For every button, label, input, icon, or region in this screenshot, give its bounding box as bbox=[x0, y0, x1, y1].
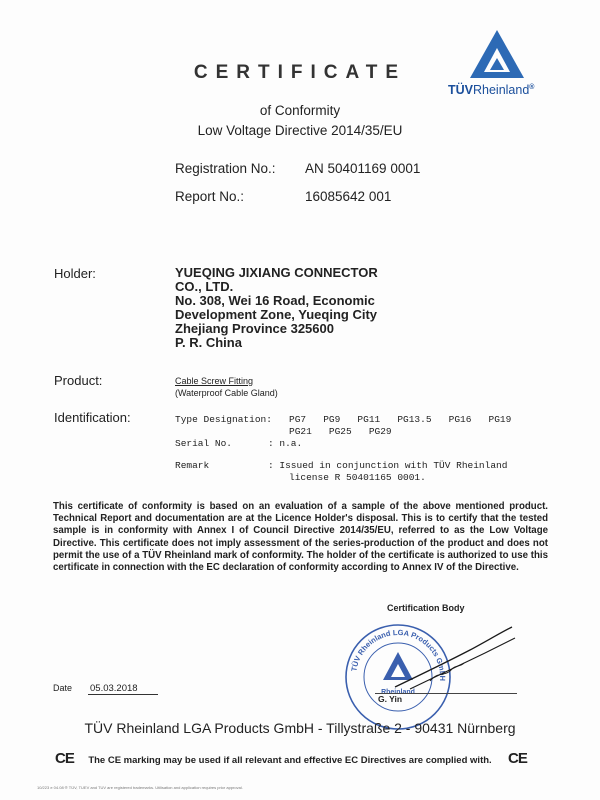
signer-name: G. Yin bbox=[378, 694, 403, 704]
type-designation-line2: PG21 PG25 PG29 bbox=[289, 426, 392, 437]
directive-title: Low Voltage Directive 2014/35/EU bbox=[197, 123, 403, 138]
stamp-text: TÜV Rheinland LGA Products GmbH bbox=[349, 627, 448, 682]
date-label: Date bbox=[53, 683, 73, 693]
serial-value: : n.a. bbox=[268, 438, 303, 449]
ce-mark-icon: CE bbox=[508, 750, 527, 767]
holder-line: CO., LTD. bbox=[175, 279, 234, 294]
fine-print: 10/223 e 04.08 ® TÜV, TUEV and TUV are registered trademarks. Utilisation and application requires prior approval. bbox=[37, 785, 243, 790]
holder-label: Holder: bbox=[54, 266, 96, 281]
product-value bbox=[175, 375, 278, 399]
remark-label: Remark bbox=[175, 460, 210, 471]
identification-label: Identification: bbox=[54, 410, 131, 425]
type-designation-line1: PG7 PG9 PG11 PG13.5 PG16 PG19 bbox=[289, 414, 512, 425]
certification-body-label: Certification Body bbox=[387, 603, 465, 613]
remark-line1: : Issued in conjunction with TÜV Rheinland bbox=[268, 460, 508, 471]
stamp-logo-text: Rheinland bbox=[381, 689, 415, 696]
certificate-title: CERTIFICATE bbox=[193, 62, 407, 83]
holder-line: No. 308, Wei 16 Road, Economic bbox=[175, 293, 375, 308]
ce-mark-icon: CE bbox=[55, 750, 74, 767]
holder-line: P. R. China bbox=[175, 335, 242, 350]
handwritten-signature bbox=[390, 625, 520, 695]
report-label: Report No.: bbox=[175, 189, 245, 204]
product-label: Product: bbox=[54, 373, 103, 388]
serial-label: Serial No. bbox=[175, 438, 233, 449]
product-detail: (Waterproof Cable Gland) bbox=[175, 388, 278, 398]
holder-line: YUEQING JIXIANG CONNECTOR bbox=[175, 265, 378, 280]
tuv-logo-text: TÜVRheinland® bbox=[448, 83, 535, 97]
remark-line2: license R 50401165 0001. bbox=[289, 472, 426, 483]
registration-label: Registration No.: bbox=[175, 161, 276, 176]
date-value: 05.03.2018 bbox=[88, 683, 158, 695]
holder-line: Zhejiang Province 325600 bbox=[175, 321, 334, 336]
certificate-subtitle: of Conformity bbox=[259, 103, 341, 118]
footer-address: TÜV Rheinland LGA Products GmbH - Tillystraße 2 - 90431 Nürnberg bbox=[84, 720, 516, 736]
registration-value: AN 50401169 0001 bbox=[305, 161, 421, 176]
holder-line: Development Zone, Yueqing City bbox=[175, 307, 378, 322]
type-designation-label: Type Designation: bbox=[175, 414, 272, 425]
ce-note: The CE marking may be used if all relevant and effective EC Directives are complied with. bbox=[88, 755, 492, 766]
product-name: Cable Screw Fitting bbox=[175, 376, 254, 386]
holder-address bbox=[175, 266, 555, 350]
report-value: 16085642 001 bbox=[305, 189, 392, 204]
conformity-statement: This certificate of conformity is based on an evaluation of a sample of the above mentioned product. Technical Report and documentation are at the Licence Holder's disposal. This is to certify that the tested sample is in conformity with Annex I of Council Directive 2014/35/EU, referred to as the Low Voltage Directive. This certificate does not imply assessment of the series-production of the product and does not permit the use of a TÜV Rheinland mark of conformity. The holder of the certificate is authorized to use this certificate in connection with the EC declaration of conformity according to Annex IV of the Directive. bbox=[53, 501, 548, 574]
